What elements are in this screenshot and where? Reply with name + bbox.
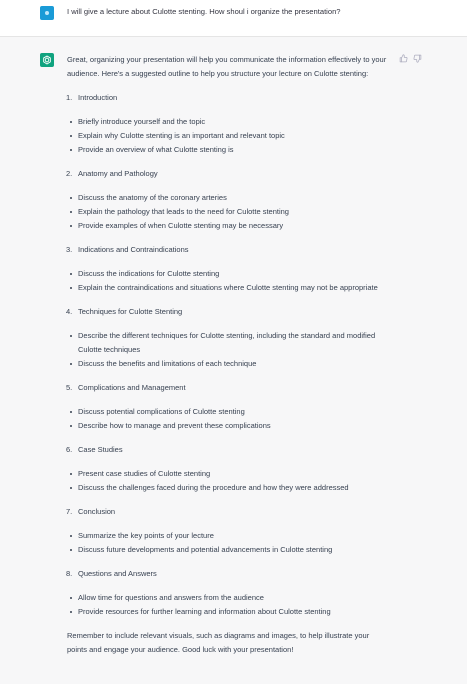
list-item: Discuss the anatomy of the coronary arteries (67, 191, 387, 205)
outline-section (67, 381, 387, 433)
list-item: Discuss the indications for Culotte stenting (67, 267, 387, 281)
outline-section (67, 91, 387, 157)
section-title (67, 167, 387, 181)
section-title (67, 381, 387, 395)
section-label: Introduction (78, 93, 118, 102)
list-item: Summarize the key points of your lecture (67, 529, 387, 543)
list-item: Describe how to manage and prevent these complications (67, 419, 387, 433)
user-message (0, 0, 467, 37)
section-title (67, 243, 387, 257)
outline-section (67, 443, 387, 495)
list-item: Provide an overview of what Culotte stenting is (67, 143, 387, 157)
section-label: Questions and Answers (78, 569, 157, 578)
list-item: Explain why Culotte stenting is an important and relevant topic (67, 129, 387, 143)
list-item: Describe the different techniques for Culotte stenting, including the standard and modified Culotte techniques (67, 329, 387, 357)
closing-paragraph: Remember to include relevant visuals, such as diagrams and images, to help illustrate your points and engage your audience. Good luck with your presentation! (67, 631, 370, 654)
thumbs-down-icon[interactable] (412, 53, 422, 63)
section-number: 5. (66, 383, 73, 392)
section-number: 3. (66, 245, 73, 254)
user-avatar-icon (40, 6, 54, 20)
section-number: 4. (66, 307, 73, 316)
list-item: Discuss the benefits and limitations of each technique (67, 357, 387, 371)
bullet-list (67, 467, 387, 495)
outline-section (67, 505, 387, 557)
section-number: 8. (66, 569, 73, 578)
bullet-list (67, 591, 387, 619)
list-item: Explain the pathology that leads to the need for Culotte stenting (67, 205, 387, 219)
assistant-message (0, 37, 467, 684)
section-label: Conclusion (78, 507, 116, 516)
section-label: Indications and Contraindications (78, 245, 189, 254)
section-title (67, 567, 387, 581)
section-number: 7. (66, 507, 73, 516)
user-message-text: I will give a lecture about Culotte stenting. How shoul i organize the presentation? (67, 7, 341, 16)
section-title (67, 505, 387, 519)
bullet-list (67, 529, 387, 557)
section-label: Complications and Management (78, 383, 186, 392)
list-item: Allow time for questions and answers from the audience (67, 591, 387, 605)
openai-logo-icon (40, 53, 54, 67)
list-item: Discuss future developments and potential advancements in Culotte stenting (67, 543, 387, 557)
section-number: 2. (66, 169, 73, 178)
section-title (67, 443, 387, 457)
outline-section (67, 243, 387, 295)
list-item: Present case studies of Culotte stenting (67, 467, 387, 481)
section-label: Techniques for Culotte Stenting (78, 307, 183, 316)
list-item: Discuss the challenges faced during the procedure and how they were addressed (67, 481, 387, 495)
section-number: 1. (66, 93, 73, 102)
section-label: Anatomy and Pathology (78, 169, 158, 178)
feedback-buttons (398, 53, 422, 63)
section-title (67, 305, 387, 319)
outline-section (67, 305, 387, 371)
section-label: Case Studies (78, 445, 123, 454)
outline-section (67, 567, 387, 619)
outline-section (67, 167, 387, 233)
bullet-list (67, 405, 387, 433)
intro-paragraph: Great, organizing your presentation will help you communicate the information effectively to your audience. Here's a suggested outline to help you structure your lecture on Culotte stenting: (67, 55, 387, 78)
section-number: 6. (66, 445, 73, 454)
bullet-list (67, 329, 387, 371)
bullet-list (67, 267, 387, 295)
list-item: Explain the contraindications and situations where Culotte stenting may not be appropriate (67, 281, 387, 295)
bullet-list (67, 191, 387, 233)
list-item: Provide resources for further learning and information about Culotte stenting (67, 605, 387, 619)
list-item: Provide examples of when Culotte stenting may be necessary (67, 219, 387, 233)
list-item: Briefly introduce yourself and the topic (67, 115, 387, 129)
section-title (67, 91, 387, 105)
thumbs-up-icon[interactable] (398, 53, 408, 63)
assistant-message-content (67, 53, 387, 657)
bullet-list (67, 115, 387, 157)
list-item: Discuss potential complications of Culotte stenting (67, 405, 387, 419)
